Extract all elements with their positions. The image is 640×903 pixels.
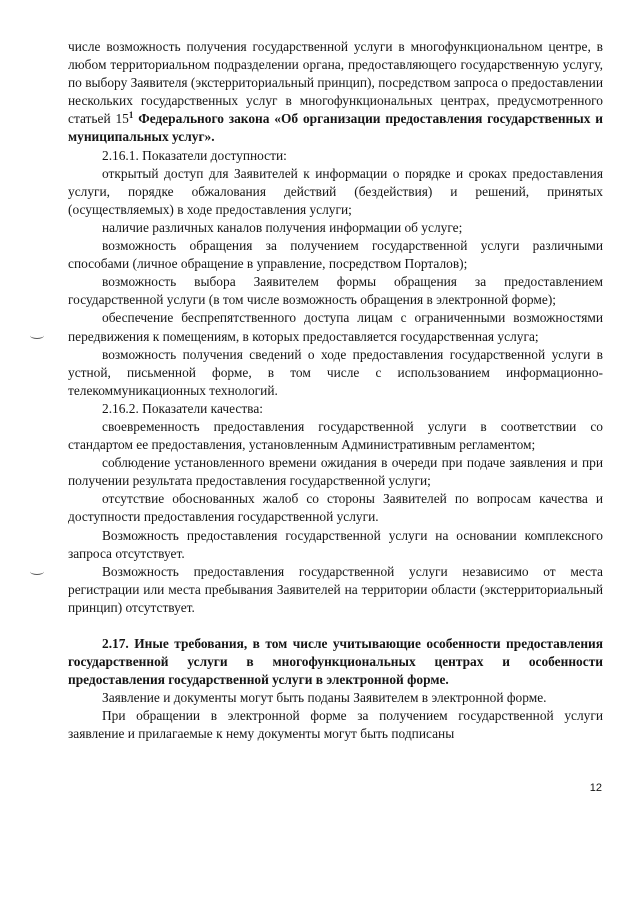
quality-indicators-title: 2.16.2. Показатели качества: [102,400,263,416]
paragraph-intro [68,38,603,147]
paragraph-request-methods: возможность обращения за получением государственной услуги различными способами (личное обращение в управление, посредством Порталов); [68,238,603,272]
paragraph-complex-request: Возможность предоставления государственной услуги на основании комплексного запроса отсутствует. [68,527,603,561]
margin-pencil-mark [30,568,44,575]
section-heading-2-17: 2.17. Иные требования, в том числе учитывающие особенности предоставления государственной услуги в многофункциональных центрах и особенности предоставления государственной услуги в электронной форме. [68,636,603,688]
section-gap [68,617,603,635]
law-title-bold: Федерального закона «Об организации предоставления государственных и муниципальных услуг». [68,111,603,145]
margin-pencil-mark [30,332,44,339]
paragraph-no-complaints: отсутствие обоснованных жалоб со стороны Заявителей по вопросам качества и доступности предоставления государственной услуги. [68,491,603,525]
paragraph-timeliness: своевременность предоставления государственной услуги в соответствии со стандартом ее предоставления, установленным Административным регламентом; [68,418,603,453]
document-page [68,38,603,744]
paragraph-request-form-choice: возможность выбора Заявителем формы обращения за предоставлением государственной услуги (в том числе возможность обращения в электронной форме); [68,274,603,308]
paragraph-barrier-free-access: обеспечение беспрепятственного доступа лицам с ограниченными возможностями передвижения к помещениям, в которых предоставляется государственная услуга; [68,310,603,344]
paragraph-open-access: открытый доступ для Заявителей к информации о порядке и сроках предоставления услуги, порядке обжалования действий (бездействия) и решений, принятых (осуществляемых) в ходе предоставления услуги; [68,165,603,217]
paragraph-waiting-time: соблюдение установленного времени ожидания в очереди при подаче заявления и при получении результата предоставления государственной услуги; [68,455,603,489]
page-number: 12 [589,782,602,794]
paragraph-electronic-signature: При обращении в электронной форме за получением государственной услуги заявление и прилагаемые к нему документы могут быть подписаны [68,708,603,742]
paragraph-electronic-submission: Заявление и документы могут быть поданы Заявителем в электронной форме. [102,690,547,706]
paragraph-progress-info: возможность получения сведений о ходе предоставления государственной услуги в устной, письменной форме, в том числе с использованием информационно-телекоммуникационных технологий. [68,346,603,398]
accessibility-indicators-title: 2.16.1. Показатели доступности: [102,147,287,163]
paragraph-info-channels: наличие различных каналов получения информации об услуге; [102,219,463,235]
superscript-article: 1 [128,110,134,121]
paragraph-intro-text: числе возможность получения государственной услуги в многофункциональном центре, в любом территориальном подразделении органа, предоставляющего государственную услугу, по выбору Заявителя (экстерриториальный принцип), посредством запроса о предоставлении нескольких государственных услуг в многофункциональных центрах, предусмотренного статьей 15 [68,39,603,127]
paragraph-extraterritorial: Возможность предоставления государственной услуги независимо от места регистрации или места пребывания Заявителей на территории области (экстерриториальный принцип) отсутствует. [68,563,603,615]
